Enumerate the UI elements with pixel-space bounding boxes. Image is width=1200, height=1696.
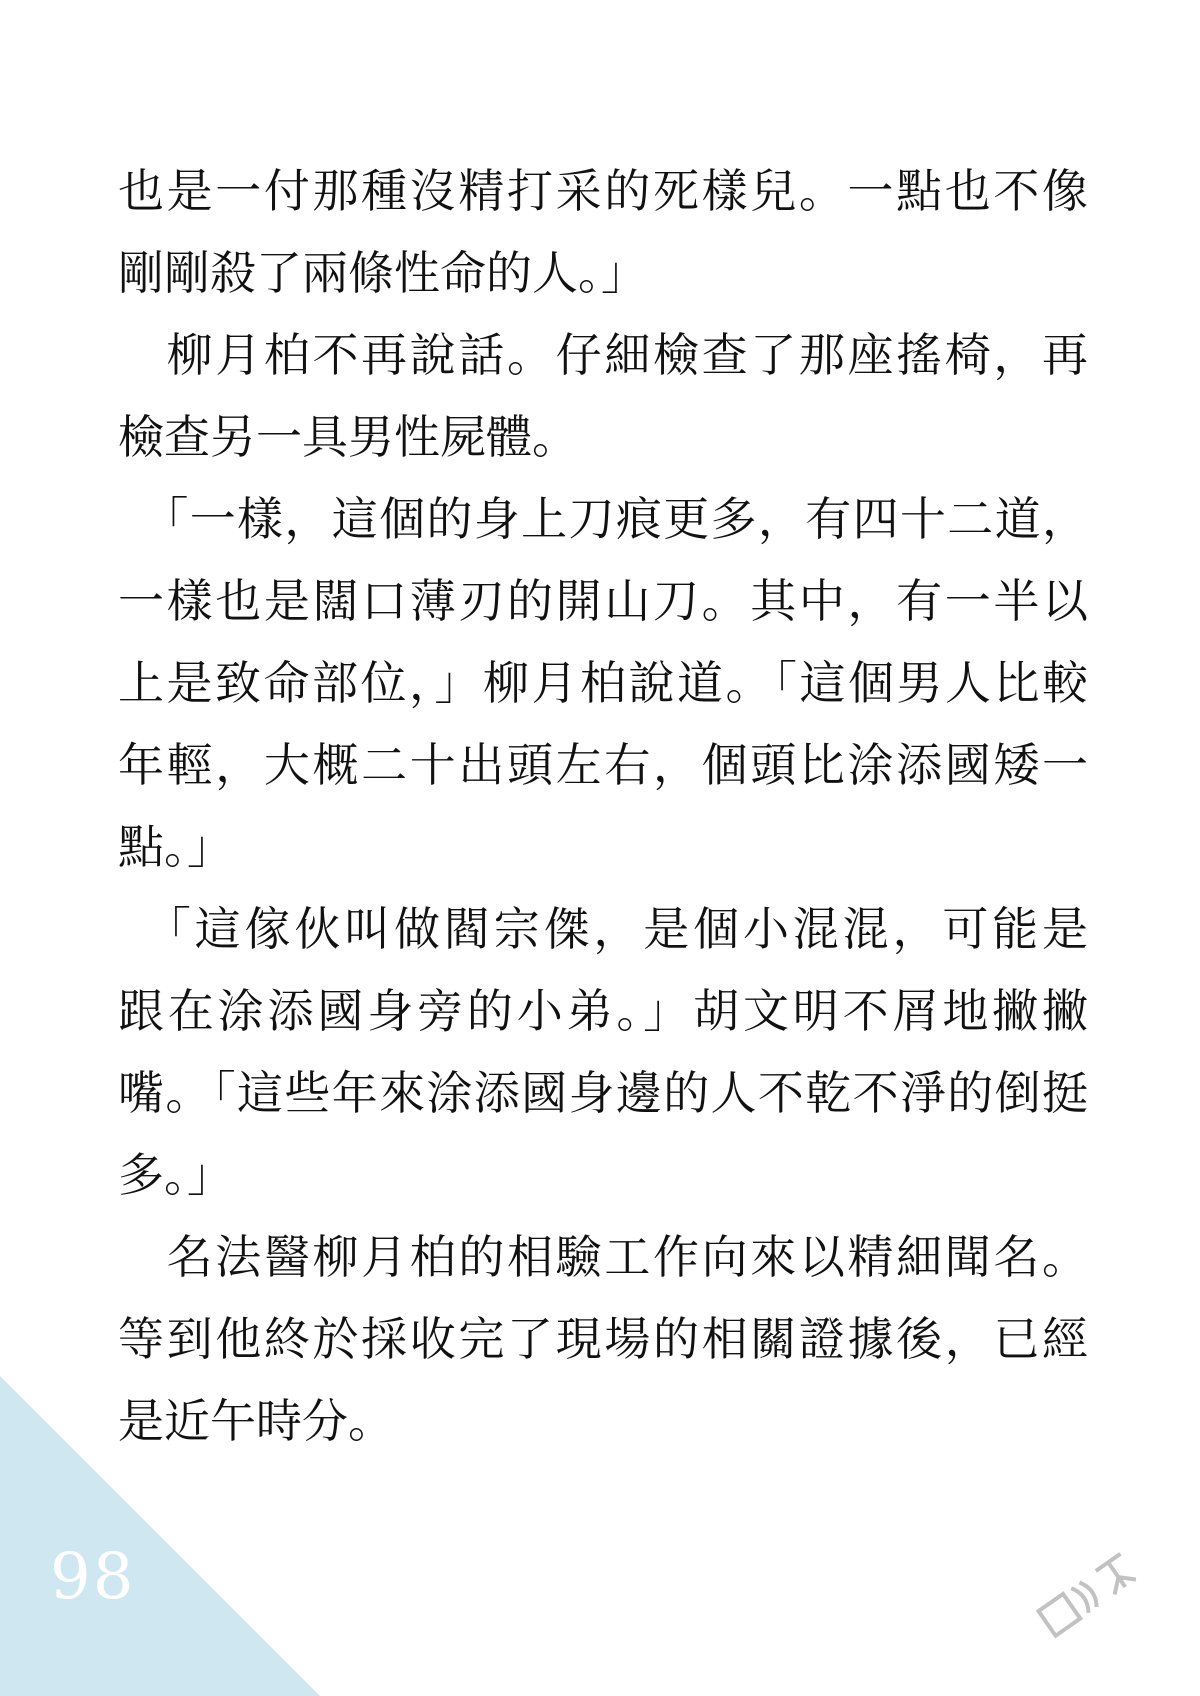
text-line: 也是一付那種沒精打采的死樣兒。一點也不像 <box>118 164 1088 218</box>
text-line: 年輕，大概二十出頭左右，個頭比涂添國矮一 <box>118 738 1088 792</box>
page-number: 98 <box>50 1540 136 1614</box>
text-line: 名法醫柳月柏的相驗工作向來以精細聞名。 <box>118 1230 1088 1284</box>
text-line: 檢查另一具男性屍體。 <box>118 410 578 464</box>
text-line: 是近午時分。 <box>118 1394 394 1448</box>
text-line: 「這傢伙叫做閻宗傑，是個小混混，可能是 <box>118 902 1088 956</box>
text-line: 柳月柏不再說話。仔細檢查了那座搖椅，再 <box>118 328 1088 382</box>
text-line: 點。」 <box>118 820 233 874</box>
text-line: 剛剛殺了兩條性命的人。」 <box>118 246 647 300</box>
text-line: 多。」 <box>118 1148 233 1202</box>
text-line: 嘴。「這些年來涂添國身邊的人不乾不淨的倒挺 <box>118 1066 1088 1120</box>
text-line: 等到他終於採收完了現場的相關證據後，已經 <box>118 1312 1088 1366</box>
text-line: 「一樣，這個的身上刀痕更多，有四十二道， <box>118 492 1088 546</box>
text-line: 上是致命部位，」柳月柏說道。「這個男人比較 <box>118 656 1088 710</box>
manben-logo-icon <box>1020 1536 1170 1656</box>
text-line: 跟在涂添國身旁的小弟。」胡文明不屑地撇撇 <box>118 984 1088 1038</box>
body-text <box>118 150 1088 1462</box>
text-line: 一樣也是闊口薄刃的開山刀。其中，有一半以 <box>118 574 1088 628</box>
